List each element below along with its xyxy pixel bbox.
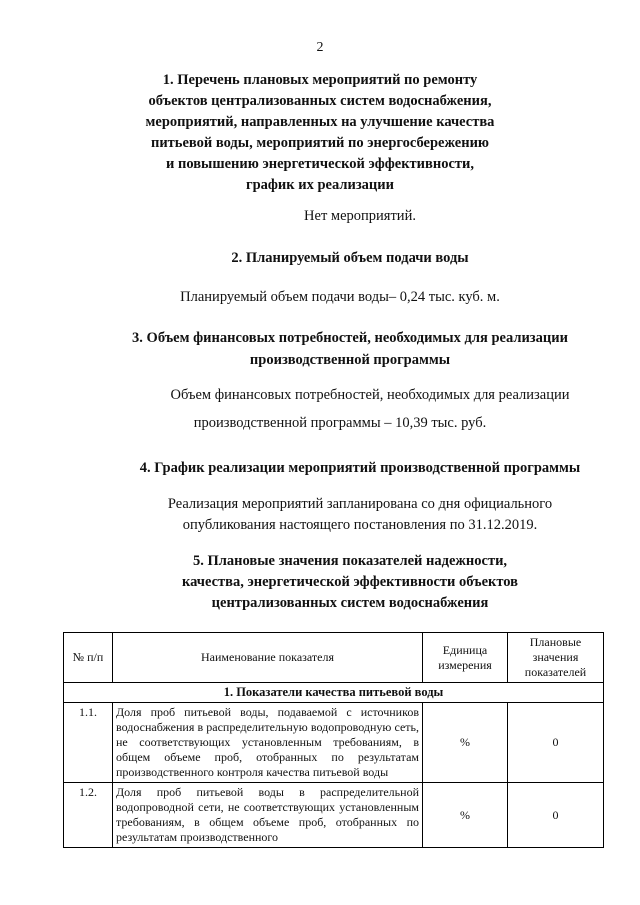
section2-heading: 2. Планируемый объем подачи воды	[231, 250, 469, 266]
section5-heading: 5. Плановые значения показателей надежности, качества, энергетической эффективности объектов централизованных систем водоснабжения	[181, 553, 519, 611]
row-number: 1.2.	[64, 783, 113, 848]
table-row	[64, 703, 604, 783]
section1-text: Нет мероприятий.	[304, 208, 416, 224]
row-name: Доля проб питьевой воды, подаваемой с источников водоснабжения в распределительную водопроводную сеть, не соответствующих установленным требованиям, в общем объеме проб, отобранных по результатам производственного контроля качества питьевой воды	[113, 703, 423, 783]
table-header-row	[64, 633, 604, 683]
header-name: Наименование показателя	[113, 633, 423, 683]
section2-text: Планируемый объем подачи воды– 0,24 тыс. куб. м.	[180, 289, 500, 305]
section3-heading: 3. Объем финансовых потребностей, необходимых для реализации производственной программы	[132, 330, 568, 368]
header-value: Плановые значения показателей	[508, 633, 604, 683]
section4-heading: 4. График реализации мероприятий производственной программы	[139, 460, 581, 476]
header-number: № п/п	[64, 633, 113, 683]
table-row	[64, 783, 604, 848]
section3-text-line1: Объем финансовых потребностей, необходимых для реализации	[170, 387, 570, 403]
table-section-row	[64, 683, 604, 703]
row-value: 0	[508, 703, 604, 783]
row-name: Доля проб питьевой воды в распределительной водопроводной сети, не соответствующих установленным требованиям, в общем объеме проб, отобранных по результатам производственного	[113, 783, 423, 848]
page-number: 2	[316, 40, 324, 55]
row-unit: %	[423, 703, 508, 783]
section3-text-line2: производственной программы – 10,39 тыс. руб.	[193, 415, 487, 431]
indicators-table	[63, 632, 604, 848]
row-unit: %	[423, 783, 508, 848]
section4-text: Реализация мероприятий запланирована со дня официального опубликования настоящего постановления по 31.12.2019.	[167, 496, 553, 533]
row-value: 0	[508, 783, 604, 848]
header-unit: Единица измерения	[423, 633, 508, 683]
table-section-title: 1. Показатели качества питьевой воды	[64, 683, 604, 703]
section1-heading: 1. Перечень плановых мероприятий по ремонту объектов централизованных систем водоснабжения, мероприятий, направленных на улучшение качества питьевой воды, мероприятий по энергосбережению и повышению энергетической эффективности, график их реализации	[145, 72, 495, 193]
row-number: 1.1.	[64, 703, 113, 783]
